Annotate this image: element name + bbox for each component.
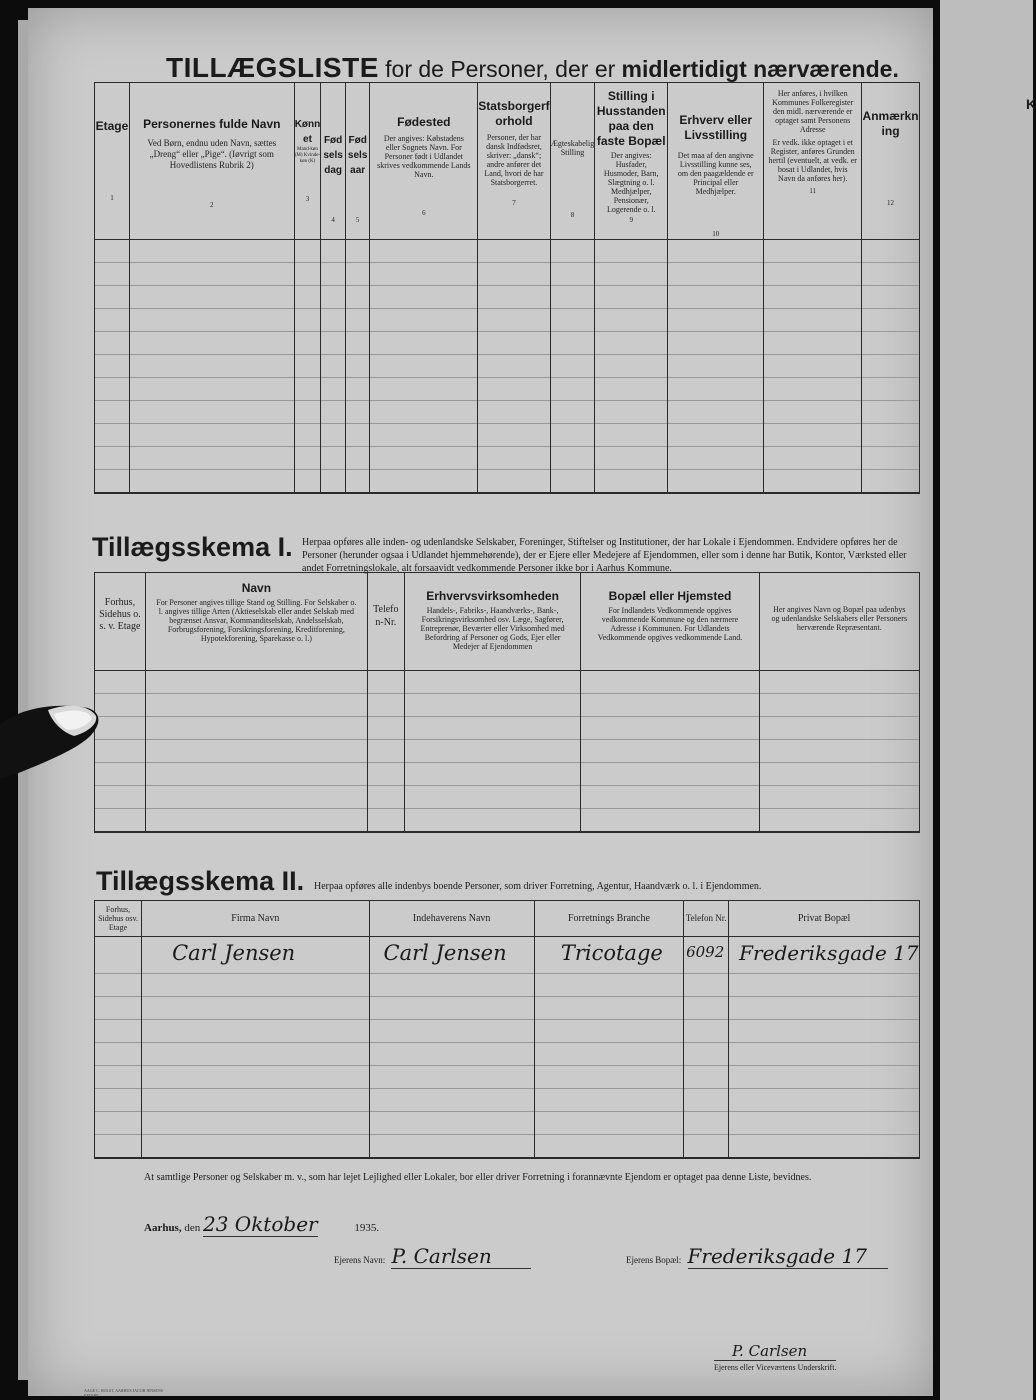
signature-hand: P. Carlsen (732, 1342, 808, 1360)
table-row (95, 694, 920, 717)
table-row (95, 1043, 920, 1066)
owner-address-label: Ejerens Bopæl: (626, 1255, 682, 1265)
date-line (144, 1212, 379, 1236)
attestation-statement: At samtlige Personer og Selskaber m. v., som har lejet Lejlighed eller Lokaler, bor eller driver Forretning i forannævnte Ejendom er optaget paa denne Liste, bevidnes. (144, 1172, 812, 1183)
col-folkeregister: Her anføres, i hvilken Kommunes Folkeregister den midl. nærværende er optaget samt Personens Adresse Er vedk. ikke optaget i et Register, anføres Grunden hertil (eventuelt, at vedk. er bosat i Udlandet, hvis Navn da anføres her). 11 (764, 83, 862, 240)
table-row (95, 997, 920, 1020)
adjacent-page (940, 0, 1036, 1400)
skema1-title: Tillægsskema I. (92, 532, 293, 562)
skema2-description: Herpaa opføres alle indenbys boende Personer, som driver Forretning, Agentur, Haandværk o. l. i Ejendommen. (314, 881, 762, 892)
table-row (95, 1135, 920, 1159)
table-row (95, 378, 920, 401)
thumb-image (0, 688, 106, 780)
col-foedselsaar: Fødselsaar 5 (345, 83, 370, 240)
col-anmaerkning: Anmærkning 12 (862, 83, 920, 240)
table-row (95, 332, 920, 355)
table-row (95, 1112, 920, 1135)
city-label: Aarhus, (144, 1222, 182, 1234)
col-foedselsdag: Fødselsdag 4 (321, 83, 346, 240)
table-row (95, 974, 920, 997)
table-row (95, 240, 920, 263)
col-aegteskab: Ægteskabelig Stilling 8 (550, 83, 595, 240)
table-row (95, 740, 920, 763)
skema2-title: Tillægsskema II. (96, 866, 305, 896)
col-navn: Personernes fulde Navn Ved Børn, endnu uden Navn, sættes „Dreng“ eller „Pige“. (Iøvrigt som Hovedlistens Rubrik 2) 2 (129, 83, 294, 240)
table-row (95, 401, 920, 424)
table-row (95, 424, 920, 447)
entry-bopael: Frederiksgade 17 (739, 941, 919, 965)
date-hand: 23 Oktober (202, 1212, 318, 1236)
entry-indehaver: Carl Jensen (383, 941, 507, 965)
skema2-col-firma: Firma Navn (142, 901, 369, 937)
year-label: 1935. (354, 1222, 380, 1234)
signature-block (714, 1342, 836, 1372)
entry-telefon: 6092 (686, 943, 725, 961)
den-label: den (184, 1222, 201, 1234)
form-title (166, 52, 899, 84)
skema1-col-erhverv: Erhvervsvirksomheden Handels-, Fabriks-, Haandværks-, Bank-, Forsikringsvirksomhed osv. Læge, Sagfører, Entreprenør, Beværter eller Virksomhed med Befordring af Personer og Gods, Ejer eller Medejer af Ejendommen (404, 573, 581, 671)
skema2-col-etage: Forhus, Sidehus osv. Etage (95, 901, 142, 937)
skema2-col-indehaver: Indehaverens Navn (369, 901, 534, 937)
table-row (95, 937, 920, 974)
skema1-col-telefon: Telefon-Nr. (367, 573, 404, 671)
entry-firma: Carl Jensen (172, 941, 296, 965)
table-row (95, 470, 920, 494)
col-statsborger: Statsborgerforhold Personer, der har dansk Indfødsret, skriver: „dansk“; andre anfører det Land, hvori de har Statsborgerret. 7 (478, 83, 551, 240)
table-row (95, 447, 920, 470)
table-row (95, 763, 920, 786)
col-stilling: Stilling i Husstanden paa den faste Bopæl Der angives: Husfader, Husmoder, Barn, Slægtning o. l. Medhjælper, Pensionær, Logerende o. l. 9 (595, 83, 668, 240)
skema2-table (94, 900, 920, 1159)
table-row (95, 809, 920, 833)
col-erhverv: Erhverv eller Livsstilling Det maa af den angivne Livsstilling kunne ses, om den paagældende er Principal eller Medhjælper. 10 (668, 83, 764, 240)
printer-mark: AAGE C. HOLST, AARHUS JACOB JENSENS EFTERF. (84, 1388, 163, 1398)
adjacent-page-letter: K (1026, 96, 1036, 112)
skema2-col-branche: Forretnings Branche (534, 901, 683, 937)
table-row (95, 309, 920, 332)
table-row (95, 1020, 920, 1043)
owner-address-hand: Frederiksgade 17 (688, 1244, 888, 1269)
skema2-col-bopael: Privat Bopæl (729, 901, 920, 937)
table-row (95, 717, 920, 740)
skema1-description: Herpaa opføres alle inden- og udenlandske Selskaber, Foreninger, Stiftelser og Institutioner, der har Lokale i Ejendommen. Endvidere opføres her de Personer (herunder ogsaa i Udlandet hjemmehørende), der er Ejere eller Medejere af Ejendommen, eller som i denne har Butik, Kontor, Værksted eller andet Forretningslokale, alt forsaavidt vedkommende Personer ikke bor i Aarhus Kommune. (302, 537, 907, 574)
table-row (95, 671, 920, 694)
skema1-table (94, 572, 920, 833)
table-row (95, 286, 920, 309)
skema1-col-etage: Forhus, Sidehus o. s. v. Etage (95, 573, 146, 671)
owner-address-line (626, 1244, 888, 1269)
col-koen: Kønnet Mand-køn (M) Kvinde-køn (K) 3 (294, 83, 321, 240)
skema2-col-telefon: Telefon Nr. (684, 901, 729, 937)
form-title-part1: for de Personer, der er (385, 56, 616, 82)
owner-name-label: Ejerens Navn: (334, 1255, 386, 1265)
skema1-col-bopael: Bopæl eller Hjemsted For Indlandets Vedkommende opgives vedkommende Kommune og den nærmere Adresse i Kommunen. For Udlandets Vedkommende opgives vedkommende Land. (581, 573, 759, 671)
signature-label: Ejerens eller Viceværtens Underskrift. (714, 1360, 836, 1372)
form-title-part2: midlertidigt nærværende. (621, 56, 899, 82)
entry-branche: Tricotage (560, 941, 663, 965)
skema1-col-navn: Navn For Personer angives tillige Stand og Stilling. For Selskaber o. l. angives tillige Arten (Aktieselskab eller andet Selskab med begrænset Ansvar, Kommanditselskab, Andelsselskab, Forbrugsforening, Forsikringsforening, Kreditforening, Hypotekforening, Sparekasse o. l.) (145, 573, 367, 671)
col-foedested: Fødested Der angives: Købstadens eller Sognets Navn. For Personer født i Udlandet skrives vedkommende Lands Navn. 6 (370, 83, 478, 240)
owner-name-hand: P. Carlsen (391, 1244, 531, 1269)
col-etage: Etage 1 (95, 83, 130, 240)
table-row (95, 786, 920, 809)
owner-name-line (334, 1244, 531, 1269)
form-title-main: TILLÆGSLISTE (166, 52, 379, 83)
skema1-col-repraesentant: Her angives Navn og Bopæl paa udenbys og udenlandske Selskabers eller Personers herværende Repræsentant. (759, 573, 919, 671)
table-row (95, 263, 920, 286)
supplementary-list-table (94, 82, 920, 494)
table-row (95, 1066, 920, 1089)
table-row (95, 1089, 920, 1112)
table-row (95, 355, 920, 378)
census-form-page (28, 8, 933, 1396)
